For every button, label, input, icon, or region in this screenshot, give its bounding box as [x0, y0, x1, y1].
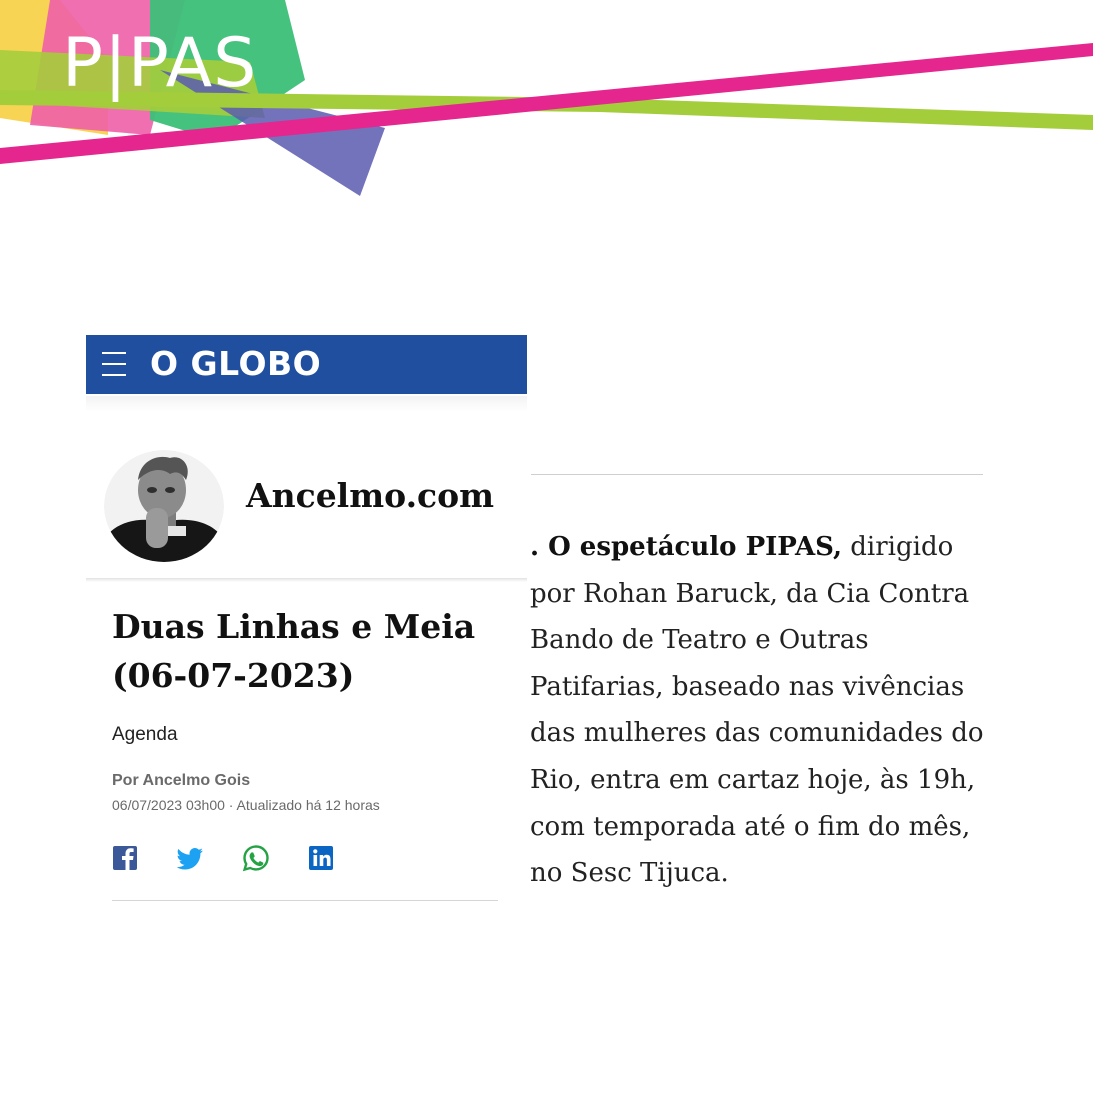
article-excerpt: [530, 524, 1000, 897]
section-tag[interactable]: Agenda: [112, 724, 178, 745]
facebook-icon[interactable]: [112, 844, 140, 872]
twitter-icon[interactable]: [176, 844, 204, 872]
author-byline[interactable]: Por Ancelmo Gois: [112, 772, 251, 789]
publish-date: 06/07/2023 03h00 · Atualizado há 12 horas: [112, 797, 380, 813]
o-globo-logo[interactable]: O GLOBO: [150, 344, 322, 383]
article-headline: Duas Linhas e Meia (06-07-2023): [112, 607, 476, 695]
excerpt-divider: [531, 474, 983, 475]
share-bar: [112, 844, 372, 874]
excerpt-text: dirigido por Rohan Baruck, da Cia Contra Bando de Teatro e Outras Patifarias, baseado nas vivências das mulheres das comunidades do Rio, entra em cartaz hoje, às 19h, com temporada até o fim do mês, no Sesc Tijuca.: [530, 532, 984, 889]
author-avatar: [104, 450, 224, 562]
pipas-logo-text: P|PAS: [62, 24, 258, 103]
column-header: [86, 432, 527, 578]
hamburger-menu-icon[interactable]: [102, 352, 126, 376]
header-shadow: [86, 396, 527, 412]
o-globo-header: [86, 335, 527, 394]
column-title[interactable]: Ancelmo.com: [246, 476, 495, 515]
excerpt-lead: . O espetáculo PIPAS,: [530, 532, 843, 562]
whatsapp-icon[interactable]: [242, 844, 270, 872]
article-divider: [112, 900, 498, 901]
linkedin-icon[interactable]: [308, 844, 336, 872]
